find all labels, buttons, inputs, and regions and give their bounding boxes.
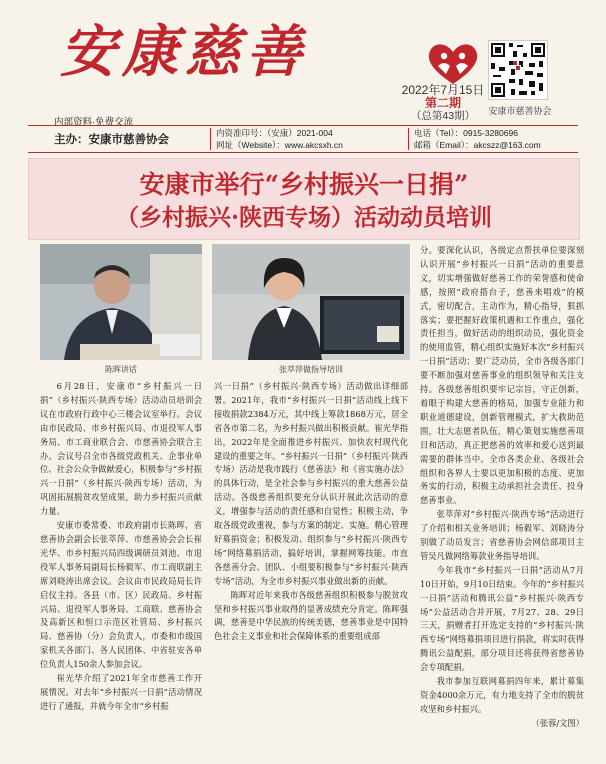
- email-address[interactable]: 邮箱（Email）：akcszz@163.com: [414, 140, 541, 150]
- speaker-photo-right: [212, 244, 410, 360]
- issue-number: 第二期: [424, 96, 461, 110]
- qr-caption: 安康市慈善协会: [488, 106, 552, 116]
- article-paragraph: 崔光华介绍了2021年全市慈善工作开展情况。对去年“乡村振兴一日捐”活动情况进行了通报，并就今年全市“乡村振: [40, 673, 202, 711]
- contact-info: [414, 127, 541, 151]
- article-paragraph: 今年我市“乡村振兴一日捐”活动从7月10日开始，9月10日结束。今年的“乡村振兴一日捐”活动和腾讯公益“乡村振兴·陕西专场”公益活动合并开展，7月27、28、29日三天，捐赠者打开选定支持的“乡村振兴·陕西专场”网络募捐项目进行捐款，将实时获得腾讯公益配捐，部分项目还将获得省慈善协会专项配捐。: [420, 564, 584, 673]
- article-column-2: [214, 380, 408, 744]
- headline-line-1: 安康市举行“乡村振兴一日捐”: [139, 170, 469, 199]
- headline-box: [28, 158, 580, 240]
- photo-caption-right: 张萃萍做指导培训: [279, 365, 343, 374]
- photo-caption-left: 陈晖讲话: [105, 365, 137, 374]
- article-paragraph: 张萃萍对“乡村振兴·陕西专场”活动进行了介绍和相关业务培训；杨毅军、刘晓涛分别做了动员发言；省慈善协会网信部项目主管吴凡做网络筹款业务指导培训。: [420, 509, 584, 561]
- publication-info-bar: [28, 125, 578, 153]
- free-exchange-note: 内部资料·免费交流: [54, 117, 134, 128]
- website-link[interactable]: 网址（Website）：www.akcsxh.cn: [216, 140, 343, 150]
- article-paragraph: 我市参加互联网募捐四年来，累计募集资金4000余万元，有力地支持了全市的脱贫攻坚和乡村振兴。: [420, 676, 584, 714]
- masthead-title: 安康慈善: [60, 19, 308, 85]
- article-paragraph: 分。要深化认识，各级定点帮扶单位要深刻认识开展“乡村振兴一日捐”活动的重要意义，切实增强做好慈善工作的荣誉感和使命感，按照“政府搭台子，慈善来唱戏”的模式，密切配合，主动作为，精心指导，狠抓落实；要把握好政策机遇和工作重点，强化责任担当，做好活动的组织动员，强化资金的使用监管，精心组织实施好本次“乡村振兴一日捐”活动；要广泛动员，全市各级各部门要不断加强对慈善事业的组织领导和关注支持。各级慈善组织要牢记宗旨，守正创新，着眼于构建大慈善的格局，加强专业能力和职业道德建设，创新管理模式，扩大救助范围，壮大志愿者队伍，精心策划实施慈善项目和活动，真正把慈善的效率和爱心送到最需要的群体当中。全市各类企业、各级社会组织和各界人士要以更加积极的态度、更加务实的行动，积极主动承担社会责任、投身慈善事业。: [420, 245, 584, 506]
- article-byline: （张蓉/文图）: [531, 717, 584, 728]
- host-organization: 主办：安康市慈善协会: [54, 134, 169, 146]
- issue-date: 2022年7月15日: [401, 83, 485, 97]
- publication-permit-and-website: [216, 127, 343, 151]
- article-paragraph: 安康市委常委、市政府副市长陈晖，省慈善协会副会长张萃萍、市慈善协会会长崔光华、市乡村振兴局四级调研员刘池、市退役军人事务局副局长杨毅军、市工商联副主席刘晓涛出席会议。会议由市民政局局长许启仪主持。各县（市、区）民政局、乡村振兴局、退役军人事务局、工商联、慈善协会及高新区和恒口示范区社管局、乡村振兴局、慈善协（分）会负责人，市委和市级国家机关各部门、各人民团体、中省驻安各单位负责人150余人参加会议。: [40, 520, 202, 670]
- charity-heart-logo-icon: [422, 38, 484, 88]
- article-paragraph: 兴一日捐”（乡村振兴·陕西专场）活动做出详细部署。2021年，我市“乡村振兴一日捐”活动线上线下接收捐款2384万元，其中线上筹款1868万元，居全省各市第二名，为乡村振兴做出积极贡献。崔光华指出，2022年是全面推进乡村振兴、加快农村现代化建设的重要之年。“乡村振兴一日捐”（乡村振兴·陕西专场）活动是我市践行《慈善法》和《省实施办法》的具体行动，是全社会参与乡村振兴的重大慈善公益活动。各级慈善组织要充分认识开展此次活动的意义，增强参与活动的责任感和自觉性；积极主动，争取各级党政重视，参与方案的制定、实施。精心管理好募捐资金；积极发动、组织参与“乡村振兴·陕西专场”网络募捐活动，搞好培训，掌握网筹技能。市直各慈善分会、团队、小组要积极参与“乡村振兴·陕西专场”活动，为全市乡村振兴事业做出新的贡献。: [214, 381, 408, 586]
- article-paragraph: 陈晖对近年来我市各级慈善组织积极参与脱贫攻坚和乡村振兴事业取得的显著成绩充分肯定。陈晖强调，慈善是中华民族的传统美德，慈善事业是中国特色社会主义事业和社会保障体系的重要组成部: [214, 589, 408, 642]
- phone-number: 电话（Tel）：0915-3280696: [414, 128, 518, 138]
- qr-code-icon: [488, 40, 548, 100]
- headline-line-2: （乡村振兴·陕西专场）活动动员培训: [115, 204, 492, 231]
- speaker-photo-left: [40, 244, 202, 360]
- article-paragraph: 6月28日，安康市“乡村振兴一日捐”（乡村振兴·陕西专场）活动动员培训会议在市政府行政中心三楼会议室举行。会议由市民政局、市乡村振兴局、市退役军人事务局、市工商业联合会、市慈善协会联合主办。会议号召全市各级党政机关、企事业单位、社会公众争做献爱心，积极参与“乡村振兴一日捐”（乡村振兴·陕西专场）活动，为巩固拓展脱贫攻坚成果，助力乡村振兴贡献力量。: [40, 381, 202, 517]
- total-issue-number: （总第43期）: [410, 110, 476, 122]
- permit-number: 内资准印号：（安康）2021-004: [216, 128, 333, 138]
- article-column-1: [40, 380, 202, 744]
- article-column-3: [420, 244, 584, 744]
